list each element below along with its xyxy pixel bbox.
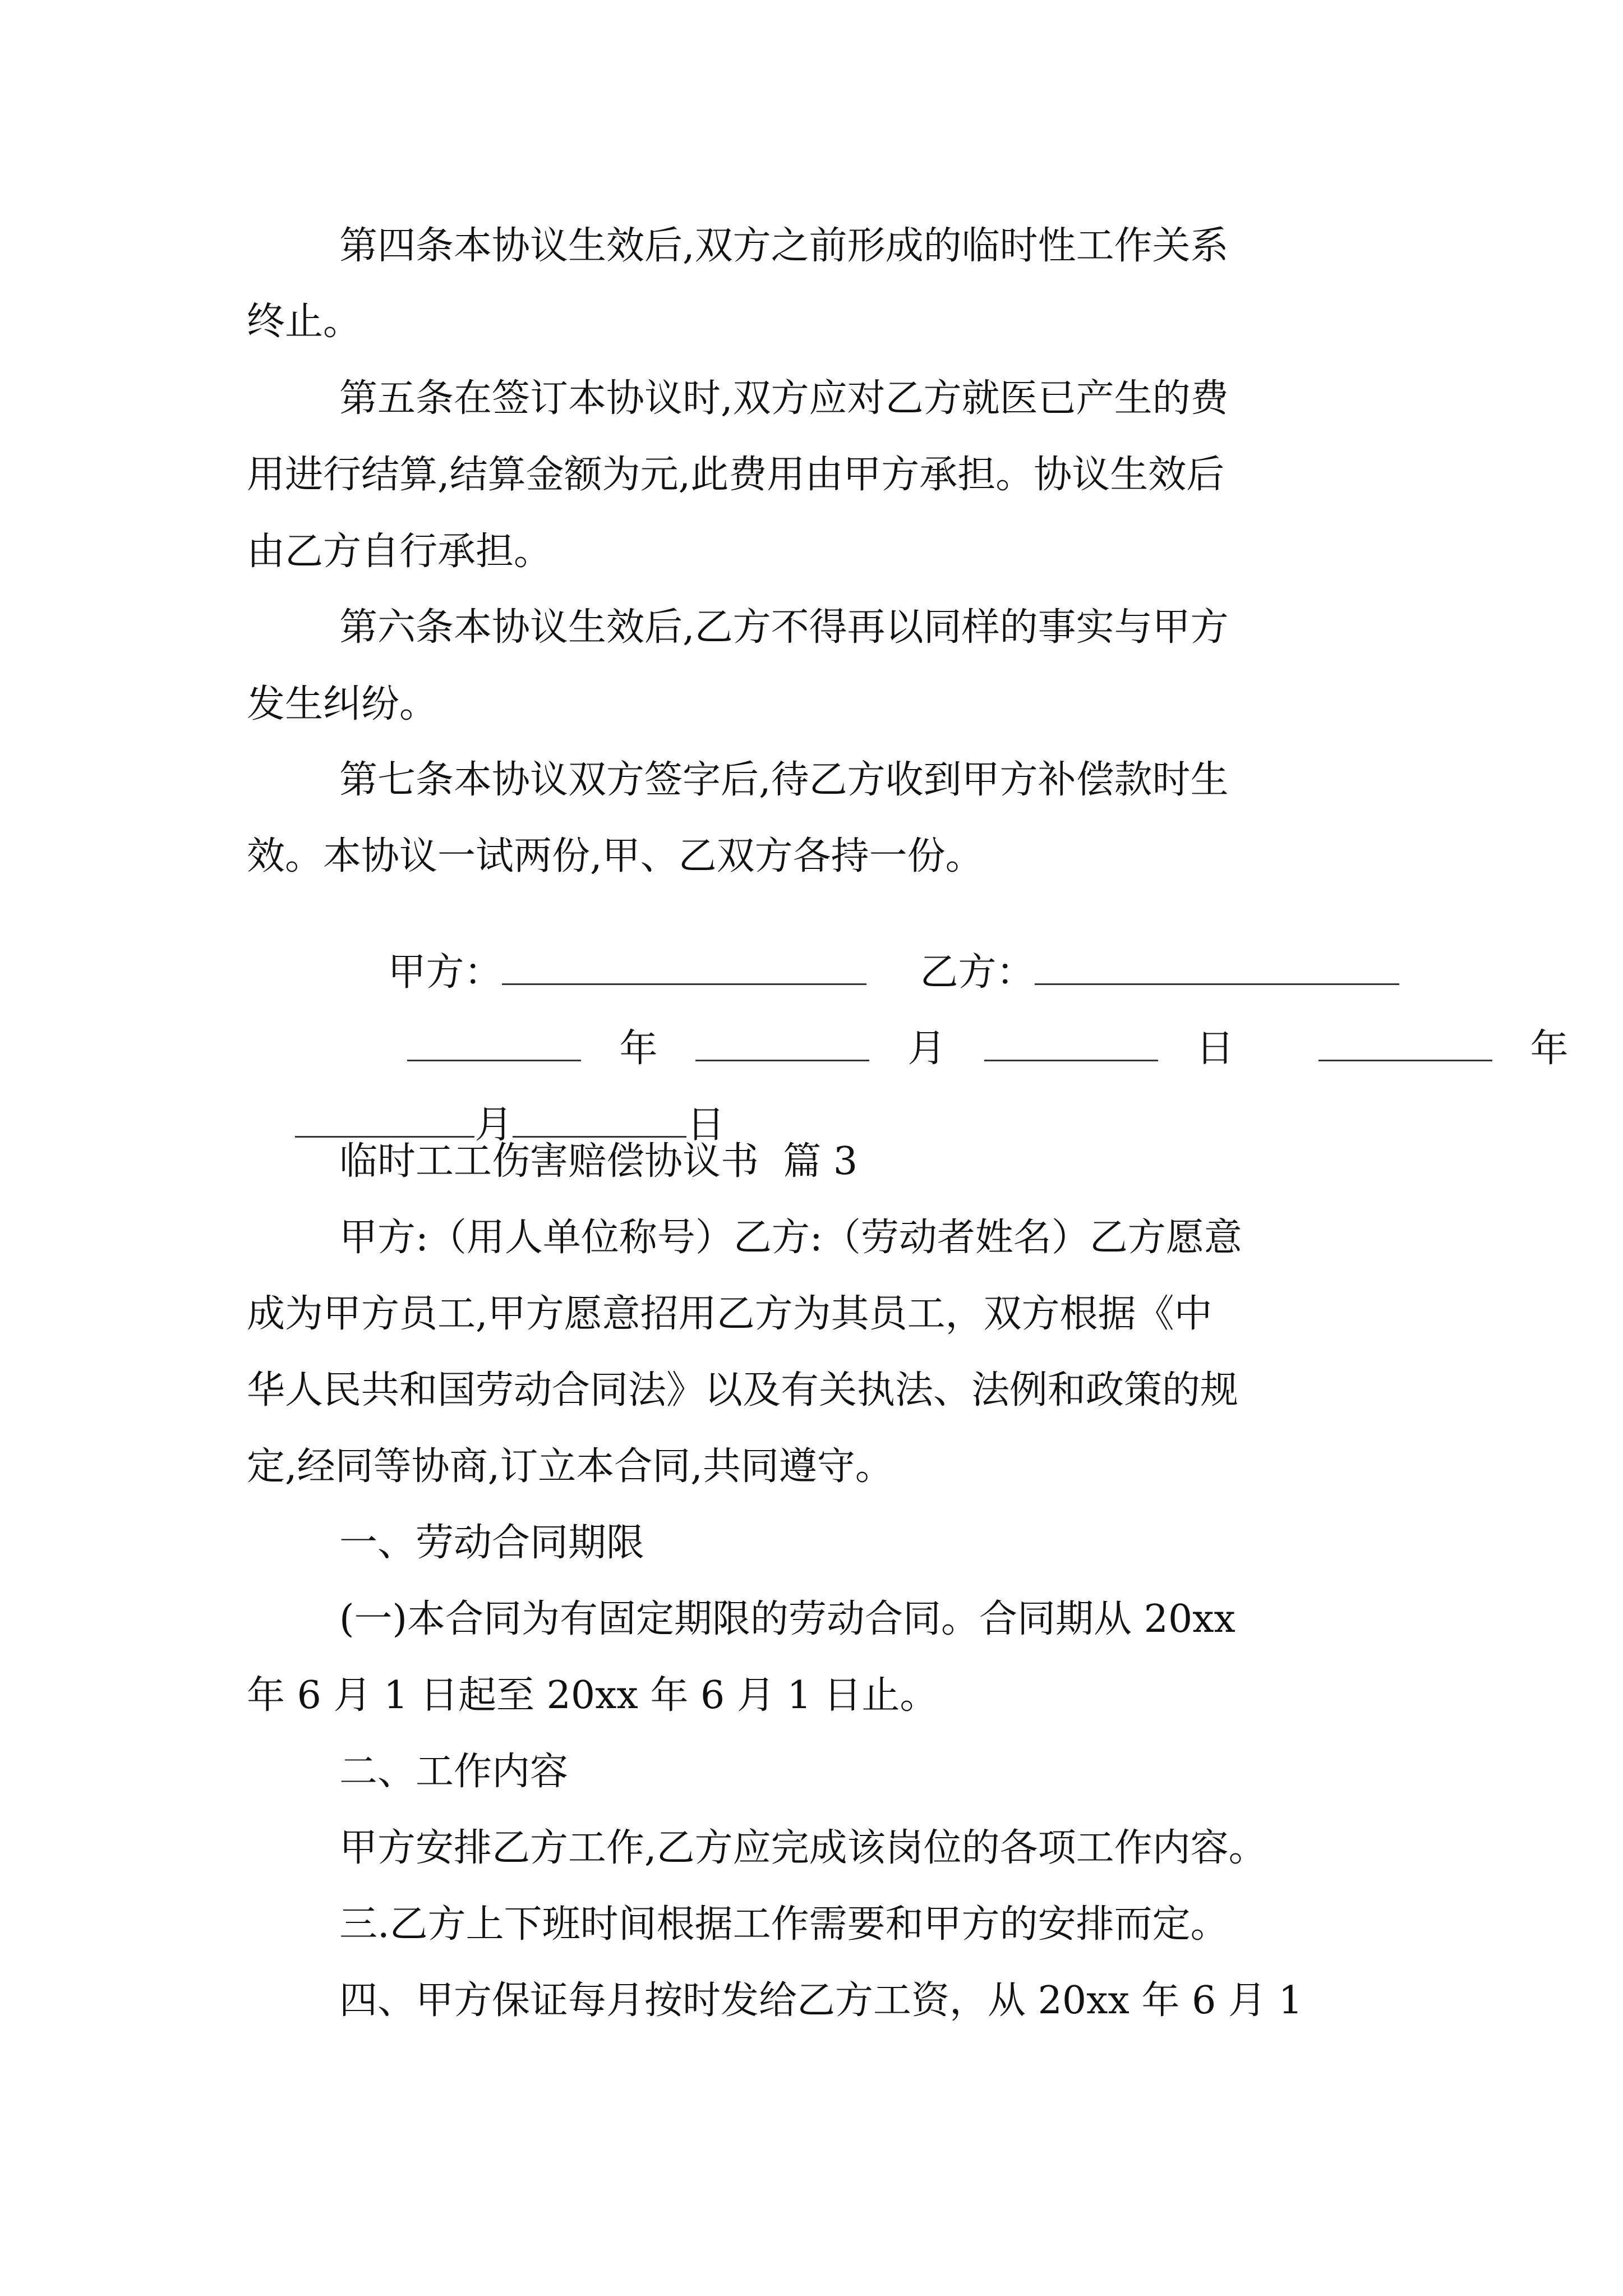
month-blank [695,1028,869,1061]
paragraph-line: (一)本合同为有固定期限的劳动合同。合同期从 20xx [339,1597,1235,1641]
paragraph-line: 由乙方自行承担。 [247,530,552,574]
paragraph-line: 第六条本协议生效后,乙方不得再以同样的事实与甲方 [339,605,1229,650]
paragraph-line: 成为甲方员工,甲方愿意招用乙方为其员工，双方根据《中 [247,1292,1212,1336]
paragraph-line: 甲方安排乙方工作,乙方应完成该岗位的各项工作内容。 [339,1826,1267,1870]
section-title: 临时工工伤害赔偿协议书 篇 3 [339,1139,858,1184]
month-blank [295,1105,474,1138]
month-label: 月 [907,1027,946,1071]
paragraph-line: 第五条在签订本协议时,双方应对乙方就医已产生的费 [339,376,1229,421]
year-blank [407,1028,581,1061]
month-label: 月 [474,1103,513,1147]
paragraph-line: 甲方:（用人单位称号）乙方:（劳动者姓名）乙方愿意 [339,1216,1242,1260]
paragraph-line: 终止。 [247,300,362,344]
year-label: 年 [1530,1027,1569,1071]
party-b-signature-blank [1035,952,1399,985]
paragraph-line: 用进行结算,结算金额为元,此费用由甲方承担。协议生效后 [247,453,1225,497]
year-blank [1318,1028,1492,1061]
day-blank [513,1105,686,1138]
paragraph-line: 效。本协议一试两份,甲、乙双方各持一份。 [247,834,984,878]
clause-heading: 二、工作内容 [339,1750,569,1794]
paragraph-line: 四、甲方保证每月按时发给乙方工资，从 20xx 年 6 月 1 [339,1978,1303,2023]
party-a-signature-blank [502,952,866,985]
day-blank [984,1028,1158,1061]
day-label: 日 [1196,1027,1234,1071]
year-label: 年 [619,1027,658,1071]
day-label: 日 [686,1103,725,1147]
paragraph-line: 发生纠纷。 [247,682,438,726]
paragraph-line: 第七条本协议双方签字后,待乙方收到甲方补偿款时生 [339,758,1229,802]
party-a-label: 甲方： [388,950,502,995]
paragraph-line: 年 6 月 1 日起至 20xx 年 6 月 1 日止。 [247,1673,938,1718]
clause-heading: 一、劳动合同期限 [339,1521,645,1565]
paragraph-line: 华人民共和国劳动合同法》以及有关执法、法例和政策的规 [247,1368,1239,1412]
paragraph-line: 定,经同等协商,订立本合同,共同遵守。 [247,1444,893,1489]
party-b-label: 乙方： [920,950,1035,995]
paragraph-line: 三.乙方上下班时间根据工作需要和甲方的安排而定。 [339,1902,1229,1947]
paragraph-line: 第四条本协议生效后,双方之前形成的临时性工作关系 [339,224,1229,268]
